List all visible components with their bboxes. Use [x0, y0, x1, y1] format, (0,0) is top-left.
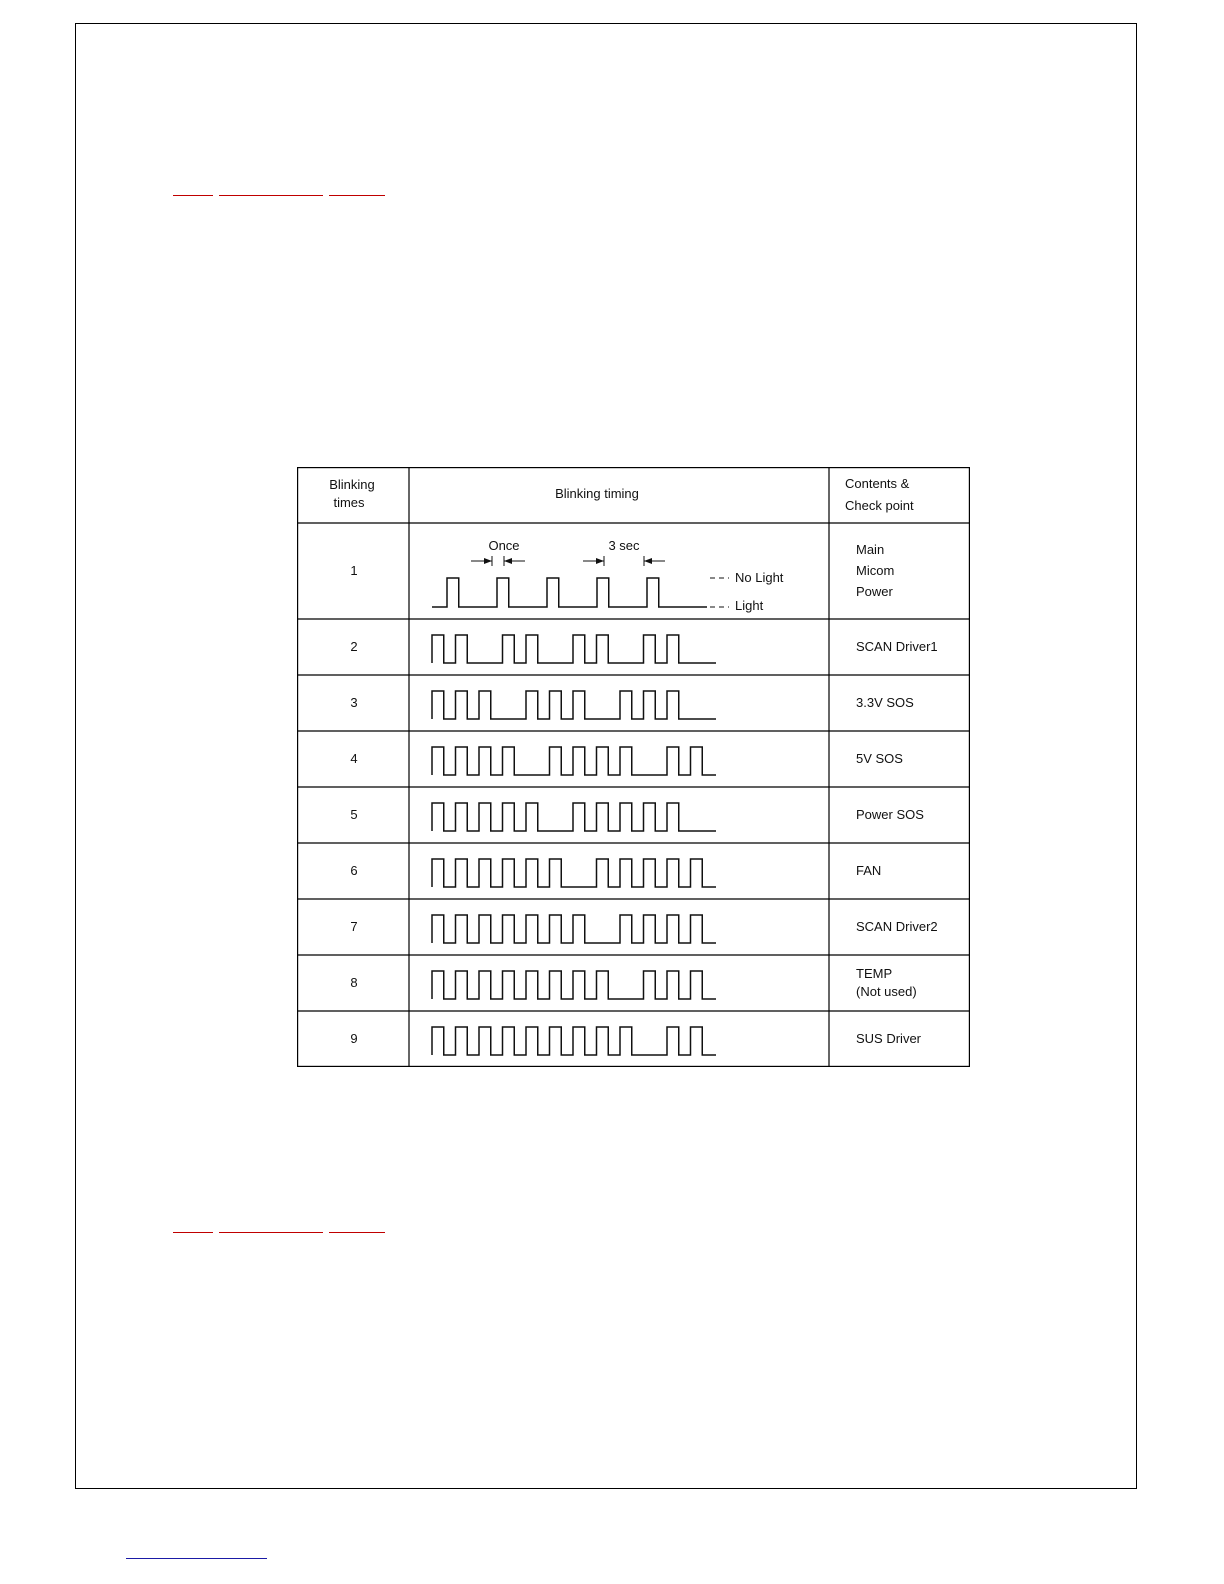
table-row	[350, 859, 881, 887]
blinking-times-cell: 5	[350, 807, 358, 822]
blinking-waveform	[432, 915, 716, 943]
table-row	[350, 915, 937, 943]
header-blinking-timing: Blinking timing	[555, 486, 639, 501]
row1-annotations	[471, 538, 784, 613]
blinking-waveform	[432, 747, 716, 775]
contents-cell: (Not used)	[856, 984, 917, 999]
contents-cell: SCAN Driver1	[856, 639, 938, 654]
blinking-times-cell: 7	[350, 919, 358, 934]
link-underline-2[interactable]	[219, 195, 323, 196]
table-row	[350, 1027, 921, 1055]
link-underline-6[interactable]	[329, 1232, 385, 1233]
contents-cell: Power SOS	[856, 807, 924, 822]
link-underline-5[interactable]	[219, 1232, 323, 1233]
blinking-times-cell: 8	[350, 975, 358, 990]
blinking-waveform	[432, 578, 707, 607]
contents-cell: 5V SOS	[856, 751, 903, 766]
blinking-waveform	[432, 803, 716, 831]
contents-cell: TEMP	[856, 966, 893, 981]
contents-cell: 3.3V SOS	[856, 695, 914, 710]
blinking-table	[297, 467, 970, 1067]
blinking-times-cell: 9	[350, 1031, 358, 1046]
blinking-times-cell: 2	[350, 639, 358, 654]
header-blinking-times-line1: Blinking	[329, 477, 375, 492]
blinking-times-cell: 6	[350, 863, 358, 878]
link-underline-1[interactable]	[173, 195, 213, 196]
contents-cell: Power	[856, 584, 893, 599]
blinking-waveform	[432, 635, 716, 663]
no-light-label: No Light	[735, 570, 784, 585]
contents-cell: Micom	[856, 563, 895, 578]
contents-cell: FAN	[856, 863, 882, 878]
table-row	[350, 747, 903, 775]
blinking-times-cell: 1	[350, 563, 358, 578]
link-underline-3[interactable]	[329, 195, 385, 196]
blinking-waveform	[432, 691, 716, 719]
header-contents-line2: Check point	[845, 498, 914, 513]
blinking-waveform	[432, 1027, 716, 1055]
blinking-times-cell: 4	[350, 751, 358, 766]
contents-cell: SUS Driver	[856, 1031, 922, 1046]
light-label: Light	[735, 598, 764, 613]
contents-cell: Main	[856, 542, 885, 557]
table-row	[350, 635, 937, 663]
table-row	[350, 966, 916, 999]
link-underline-4[interactable]	[173, 1232, 213, 1233]
blinking-times-cell: 3	[350, 695, 358, 710]
blinking-waveform	[432, 859, 716, 887]
once-label: Once	[488, 538, 520, 553]
blinking-waveform	[432, 971, 716, 999]
table-row	[350, 803, 924, 831]
contents-cell: SCAN Driver2	[856, 919, 938, 934]
header-contents-line1: Contents &	[845, 476, 910, 491]
header-blinking-times-line2: times	[333, 495, 365, 510]
three-sec-label: 3 sec	[608, 538, 640, 553]
footer-link-underline[interactable]	[126, 1558, 267, 1559]
